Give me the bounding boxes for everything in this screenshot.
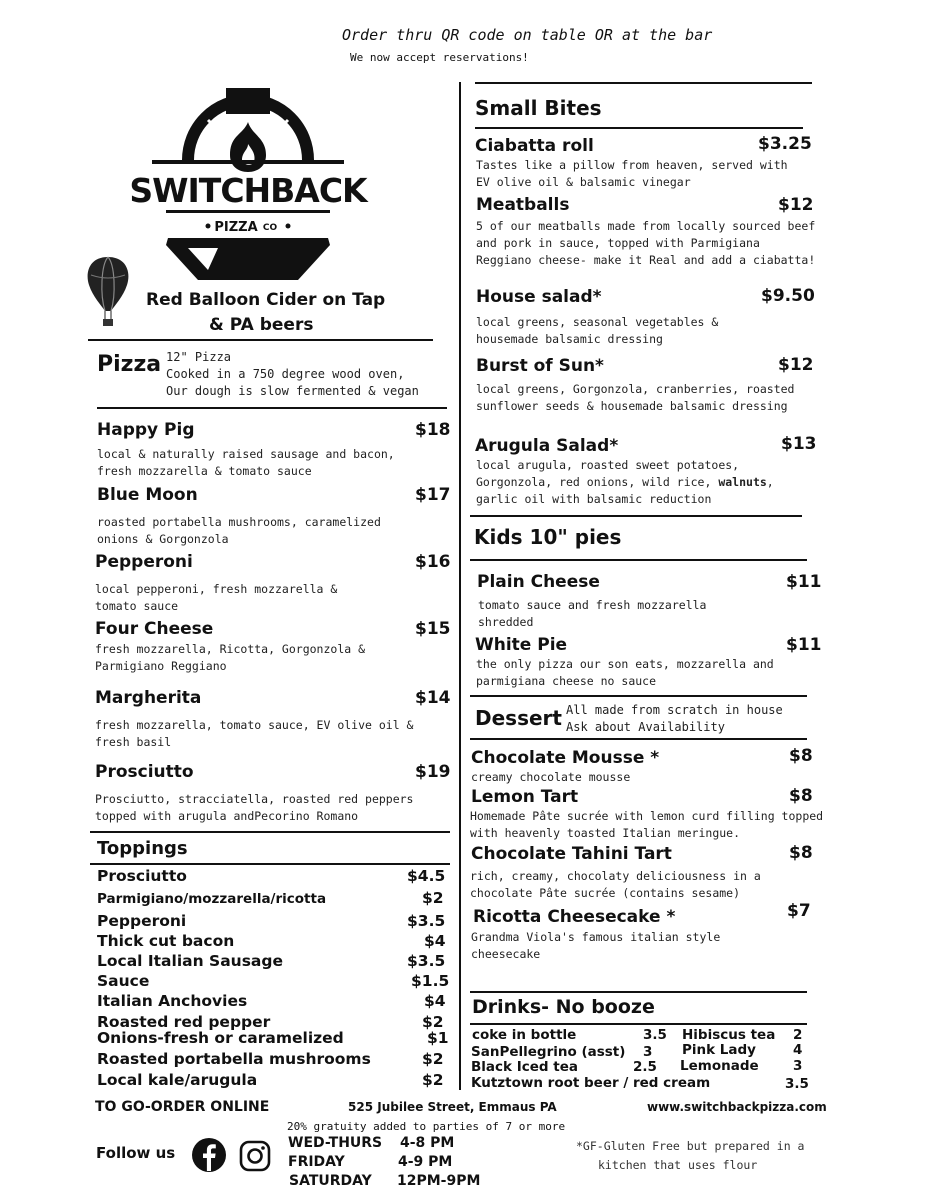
drink-name: Hibiscus tea [682,1027,776,1043]
topping-price: $1 [427,1029,449,1047]
drink-name: Pink Lady [682,1042,756,1058]
dessert-note [566,702,783,736]
hours-day: WED-THURS [288,1135,383,1151]
gratuity-note: 20% gratuity added to parties of 7 or more [287,1120,566,1133]
toppings-title: Toppings [97,838,188,859]
kids-desc: tomato sauce and fresh mozzarella shredded [478,598,707,629]
bite-name: Burst of Sun* [476,356,604,376]
kids-name: Plain Cheese [477,572,600,592]
pizza-name: Pepperoni [95,552,193,572]
cider-line2: & PA beers [209,315,314,335]
drink-price: 3 [793,1058,803,1074]
bite-price: $12 [778,355,814,375]
reservations-note: We now accept reservations! [350,51,529,64]
topping-name: Roasted portabella mushrooms [97,1050,371,1068]
bite-price: $13 [781,434,817,454]
dessert-desc: Homemade Pâte sucrée with lemon curd filling topped with heavenly toasted Italian meringue. [470,809,824,840]
bite-name: House salad* [476,287,602,307]
divider [90,863,450,865]
dessert-price: $7 [787,901,811,921]
divider [475,82,812,84]
dessert-desc: creamy chocolate mousse [471,770,631,784]
drink-price: 3.5 [785,1076,809,1092]
pizza-price: $18 [415,420,451,440]
dessert-name: Chocolate Mousse * [471,748,660,768]
topping-name: Prosciutto [97,867,187,885]
drink-price: 3 [643,1044,653,1060]
drink-price: 2 [793,1027,803,1043]
drink-price: 3.5 [643,1027,667,1043]
hours-day: SATURDAY [289,1173,372,1189]
bite-desc: local greens, seasonal vegetables & housemade balsamic dressing [476,315,719,346]
gf-note-line: *GF-Gluten Free but prepared in a [576,1139,805,1153]
bite-desc-part: , garlic oil with balsamic reduction [476,475,774,506]
kids-name: White Pie [475,635,568,655]
dessert-price: $8 [789,746,813,766]
drink-name: SanPellegrino (asst) [471,1044,626,1060]
gf-note-line: kitchen that uses flour [598,1158,758,1172]
pizza-desc: fresh mozzarella, Ricotta, Gorgonzola & Parmigiano Reggiano [95,642,366,673]
topping-price: $1.5 [411,972,450,990]
topping-name: Thick cut bacon [97,932,235,950]
pizza-price: $16 [415,552,451,572]
pizza-name: Prosciutto [95,762,194,782]
pizza-price: $19 [415,762,451,782]
divider [470,738,807,740]
divider [470,1023,807,1025]
topping-name: Roasted red pepper [97,1013,271,1031]
kids-desc: the only pizza our son eats, mozzarella and parmigiana cheese no sauce [476,657,774,688]
website-link[interactable]: www.switchbackpizza.com [647,1100,827,1114]
follow-us-label: Follow us [96,1144,176,1162]
drink-price: 2.5 [633,1059,657,1075]
cider-line1: Red Balloon Cider on Tap [146,290,386,310]
drink-name: Lemonade [680,1058,759,1074]
divider [470,991,807,993]
pizza-title: Pizza [97,352,162,377]
hours-time: 4-9 PM [398,1154,453,1170]
switchback-logo [129,80,367,285]
pizza-name: Blue Moon [97,485,198,505]
drink-name: coke in bottle [472,1027,577,1043]
bite-desc-bold: walnuts [718,475,767,489]
topping-name: Italian Anchovies [97,992,248,1010]
pizza-desc: local pepperoni, fresh mozzarella & tomato sauce [95,582,338,613]
divider [470,559,807,561]
topping-price: $2 [422,1071,444,1089]
gf-note [576,1137,804,1175]
pizza-intro [166,349,419,400]
divider [475,127,803,129]
hours-time: 4-8 PM [400,1135,455,1151]
order-note: Order thru QR code on table OR at the bar [342,26,713,44]
drink-name: Black Iced tea [471,1059,578,1075]
bite-price: $3.25 [758,134,812,154]
dessert-name: Lemon Tart [471,787,579,807]
pizza-desc: local & naturally raised sausage and bacon, fresh mozzarella & tomato sauce [97,447,395,478]
bite-desc: local greens, Gorgonzola, cranberries, roasted sunflower seeds & housemade balsamic dressing [476,382,795,413]
address: 525 Jubilee Street, Emmaus PA [348,1100,557,1114]
divider [90,831,450,833]
topping-name: Local Italian Sausage [97,952,283,970]
dessert-name: Ricotta Cheesecake * [473,907,676,927]
to-go-order-link[interactable]: TO GO-ORDER ONLINE [95,1099,270,1115]
kids-price: $11 [786,572,822,592]
facebook-icon[interactable] [191,1137,227,1173]
topping-price: $4 [424,992,446,1010]
pizza-desc: roasted portabella mushrooms, caramelized onions & Gorgonzola [97,515,381,546]
topping-price: $2 [422,1013,444,1031]
bite-name: Arugula Salad* [475,436,619,456]
kids-price: $11 [786,635,822,655]
pizza-intro-line: Cooked in a 750 degree wood oven, [166,367,405,381]
bite-price: $12 [778,195,814,215]
bite-name: Ciabatta roll [475,136,594,156]
dessert-name: Chocolate Tahini Tart [471,844,672,864]
drink-name: Kutztown root beer / red cream [471,1075,711,1091]
pizza-price: $14 [415,688,451,708]
drink-price: 4 [793,1042,803,1058]
divider [470,695,807,697]
pizza-price: $15 [415,619,451,639]
dessert-note-line: All made from scratch in house [566,703,783,717]
topping-price: $4.5 [407,867,446,885]
bite-desc-part: local arugula, roasted sweet potatoes, Gorgonzola, red onions, wild rice, [476,458,740,489]
hours-day: FRIDAY [288,1154,345,1170]
topping-name: Pepperoni [97,912,187,930]
pizza-intro-line: Our dough is slow fermented & vegan [166,384,419,398]
topping-price: $2 [422,1050,444,1068]
topping-name: Local kale/arugula [97,1071,258,1089]
pizza-intro-line: 12" Pizza [166,350,232,364]
balloon-icon [83,255,133,330]
small-bites-title: Small Bites [475,96,602,120]
dessert-note-line: Ask about Availability [566,720,725,734]
topping-price: $2 [422,889,444,907]
divider [88,339,433,341]
pizza-name: Four Cheese [95,619,214,639]
logo-wordmark: SWITCHBACK [129,171,367,210]
pizza-desc: fresh mozzarella, tomato sauce, EV olive oil & fresh basil [95,718,414,749]
dessert-title: Dessert [475,706,562,730]
logo-co: CO [262,223,278,233]
bite-price: $9.50 [761,286,815,306]
topping-price: $4 [424,932,446,950]
topping-name: Sauce [97,972,150,990]
pizza-name: Margherita [95,688,202,708]
bite-desc [476,457,811,508]
topping-price: $3.5 [407,912,446,930]
topping-name: Onions-fresh or caramelized [97,1029,344,1047]
dessert-price: $8 [789,786,813,806]
pizza-desc: Prosciutto, stracciatella, roasted red peppers topped with arugula andPecorino Romano [95,792,414,823]
pizza-name: Happy Pig [97,420,195,440]
bite-desc: 5 of our meatballs made from locally sourced beef and pork in sauce, topped with Parmigiana Reggiano cheese- make it Real and add a ciabatta! [476,219,816,267]
column-divider [459,82,461,1090]
topping-price: $3.5 [407,952,446,970]
dessert-price: $8 [789,843,813,863]
pizza-price: $17 [415,485,451,505]
bite-desc: Tastes like a pillow from heaven, served with EV olive oil & balsamic vinegar [476,158,788,189]
topping-name: Parmigiano/mozzarella/ricotta [97,891,327,907]
bite-name: Meatballs [476,195,570,215]
hours-time: 12PM-9PM [397,1173,481,1189]
divider [470,515,802,517]
drinks-title: Drinks- No booze [472,996,655,1018]
instagram-icon[interactable] [238,1139,272,1173]
kids-title: Kids 10" pies [474,525,622,549]
divider [97,407,447,409]
logo-sub: PIZZA [214,220,258,235]
dessert-desc: rich, creamy, chocolaty deliciousness in a chocolate Pâte sucrée (contains sesame) [470,869,761,900]
dessert-desc: Grandma Viola's famous italian style cheesecake [471,930,721,961]
